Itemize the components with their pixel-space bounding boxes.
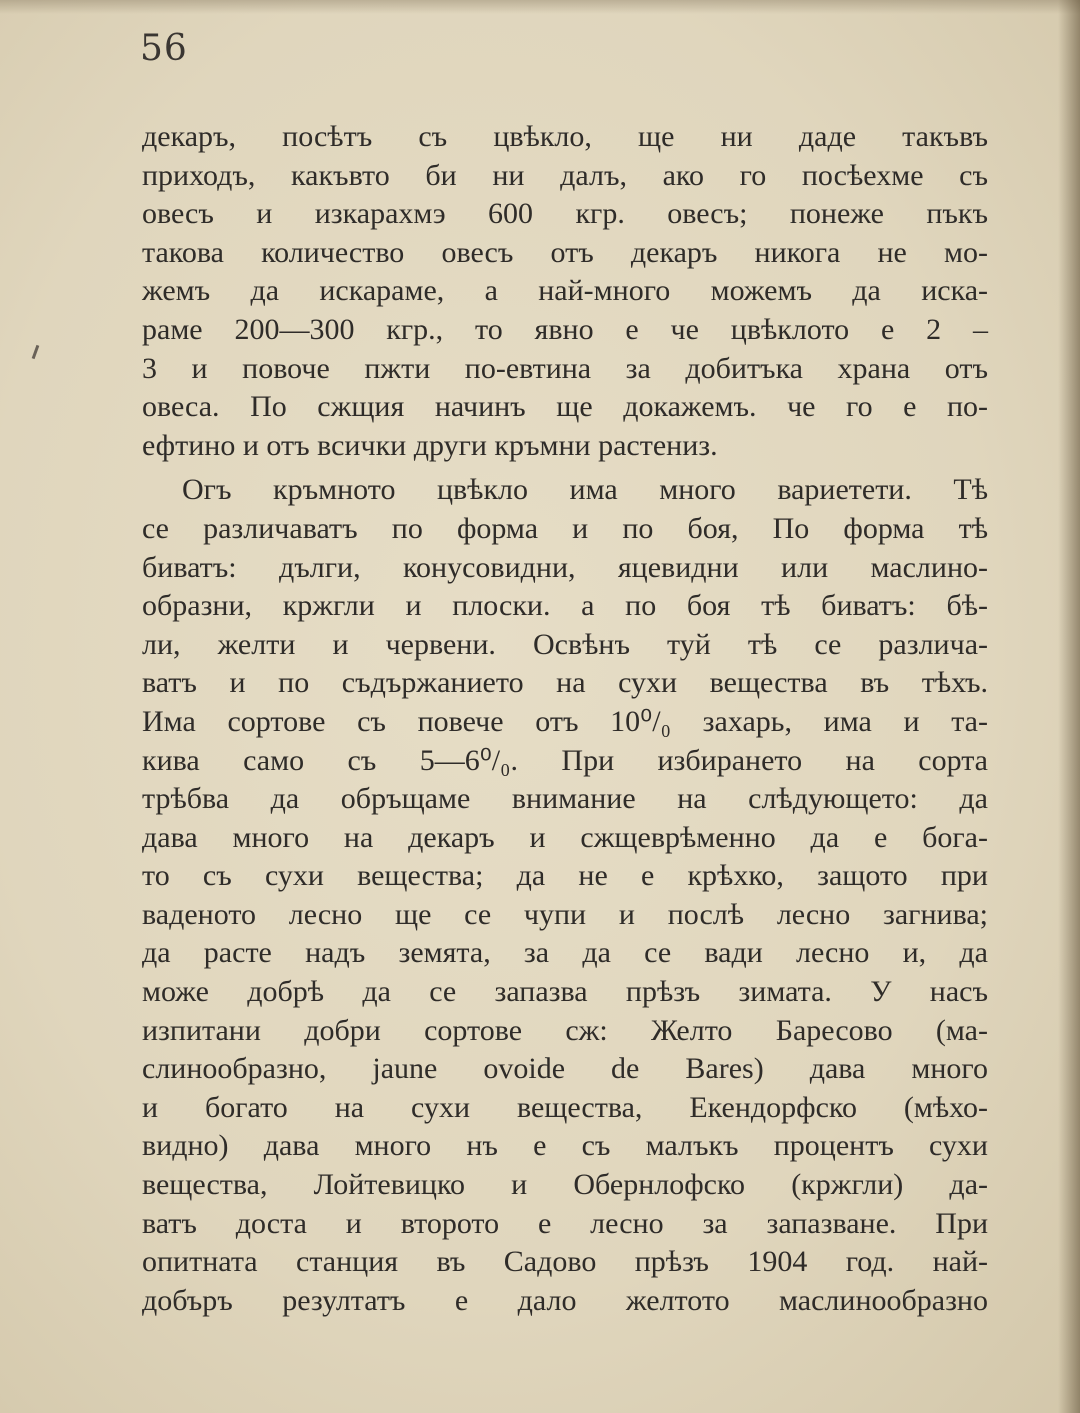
body-text xyxy=(142,118,988,1320)
text-line: и богато на сухи вещества, Екендорфско (мѣхо- xyxy=(142,1090,988,1124)
text-line: слинообразно, jaune ovoide de Bares) дава много xyxy=(142,1052,988,1086)
text-line: биватъ: дълги, конусовидни, яцевидни или маслино- xyxy=(142,550,988,584)
text-line: такова количество овесъ отъ декаръ никога не мо- xyxy=(142,235,988,269)
text-line: приходъ, какъвто би ни далъ, ако го посѣехме съ xyxy=(142,158,988,192)
paragraph-1 xyxy=(142,118,988,465)
text-line: добъръ резултатъ е дало желтото маслинообразно xyxy=(142,1283,988,1317)
text-line: декаръ, посѣтъ съ цвѣкло, ще ни даде такъвъ xyxy=(142,120,988,153)
text-line: овеса. По сжщия начинъ ще докажемъ. че го е по- xyxy=(142,390,988,424)
page-number: 56 xyxy=(140,28,188,69)
text-line: Огъ кръмното цвѣкло има много вариетети. Тѣ xyxy=(182,473,988,507)
text-line: кива само съ 5—6⁰/₀. При избирането на сорта xyxy=(142,743,988,777)
margin-pencil-mark xyxy=(32,345,40,359)
text-line: ефтино и отъ всички други кръмни растениз. xyxy=(142,428,718,462)
text-line: ли, желти и червени. Освѣнъ туй тѣ се различа- xyxy=(142,627,988,661)
text-line: може добрѣ да се запазва прѣзъ зимата. У насъ xyxy=(142,975,988,1009)
text-line: ваденото лесно ще се чупи и послѣ лесно загнива; xyxy=(142,897,988,931)
text-line: трѣбва да обръщаме внимание на слѣдующето: да xyxy=(142,782,988,816)
text-line: ватъ доста и второто е лесно за запазване. При xyxy=(142,1206,988,1240)
text-line: се различаватъ по форма и по боя, По форма тѣ xyxy=(142,511,988,545)
text-line: 3 и повоче пжти по-евтина за добитъка храна отъ xyxy=(142,351,988,385)
text-line: изпитани добри сортове сж: Желто Баресово (ма- xyxy=(142,1013,988,1047)
text-line: дава много на декаръ и сжщеврѣменно да е бога- xyxy=(142,820,988,854)
text-line: Има сортове съ повече отъ 10⁰/₀ захарь, има и та- xyxy=(142,704,988,738)
text-line: да расте надъ земята, за да се вади лесно и, да xyxy=(142,936,988,970)
page-top-edge xyxy=(0,0,1080,14)
text-line: раме 200—300 кгр., то явно е че цвѣклото е 2 – xyxy=(142,312,988,346)
text-line: образни, кржгли и плоски. а по боя тѣ биватъ: бѣ- xyxy=(142,589,988,623)
text-line: опитната станция въ Садово прѣзъ 1904 год. най- xyxy=(142,1245,988,1279)
paragraph-2 xyxy=(142,471,988,1320)
text-line: то съ сухи вещества; да не е крѣхко, защото при xyxy=(142,859,988,893)
text-line: вещества, Лойтевицко и Обернлофско (кржгли) да- xyxy=(142,1168,988,1202)
text-line: жемъ да искараме, а най-много можемъ да иска- xyxy=(142,274,988,308)
page-binding-shadow xyxy=(1058,0,1080,1413)
text-line: ватъ и по съдържанието на сухи вещества въ тѣхъ. xyxy=(142,666,988,700)
text-line: овесъ и изкарахмэ 600 кгр. овесъ; понеже пъкъ xyxy=(142,197,988,231)
text-line: видно) дава много нъ е съ малъкъ процентъ сухи xyxy=(142,1129,988,1163)
